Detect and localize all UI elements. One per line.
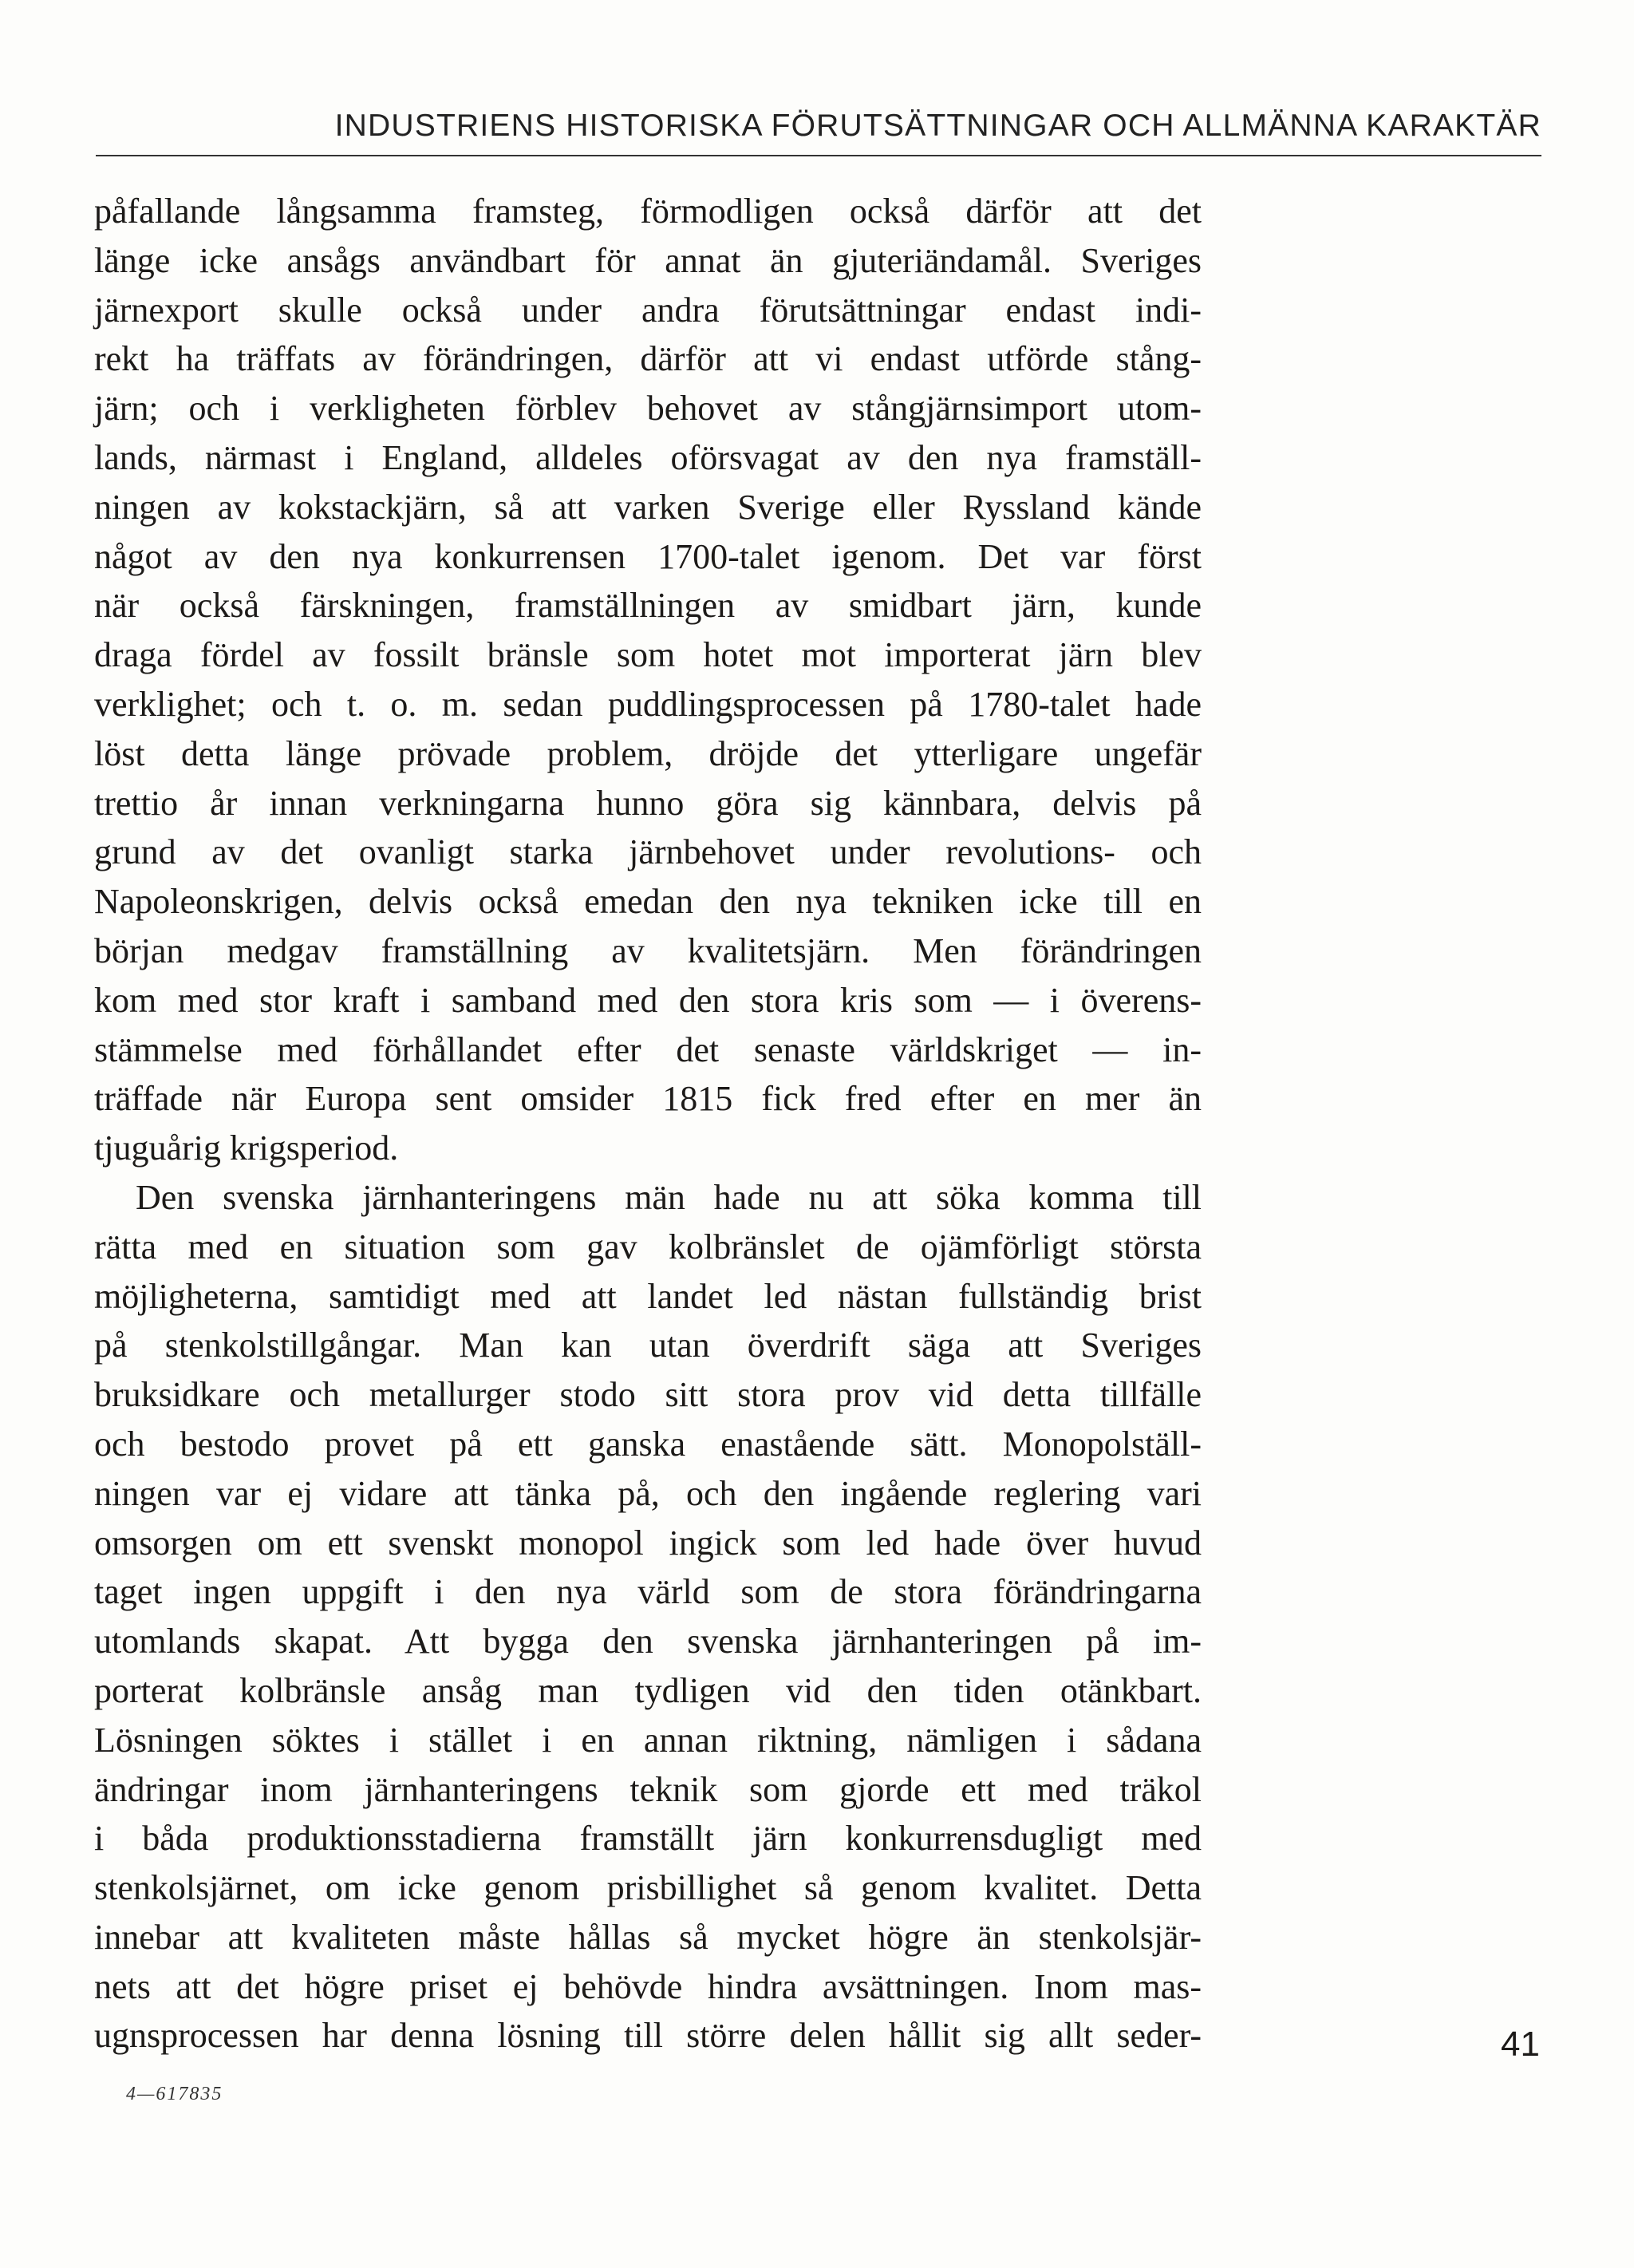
text-line: draga fördel av fossilt bränsle som hotet mot importerat järn blev	[94, 635, 1202, 675]
text-line: ningen var ej vidare att tänka på, och den ingående reglering vari	[94, 1473, 1202, 1513]
text-line: innebar att kvaliteten måste hållas så mycket högre än stenkolsjär-	[94, 1917, 1202, 1957]
paragraph-end-line: tjuguårig krigsperiod.	[94, 1128, 399, 1168]
text-line: påfallande långsamma framsteg, förmodligen också därför att det	[94, 192, 1202, 231]
text-line: nets att det högre priset ej behövde hindra avsättningen. Inom mas-	[94, 1966, 1202, 2006]
page-number: 41	[1501, 2025, 1540, 2064]
text-line: när också färskningen, framställningen av smidbart järn, kunde	[94, 586, 1202, 626]
body-text	[94, 187, 1202, 2061]
text-line: lands, närmast i England, alldeles oförsvagat av den nya framställ-	[94, 437, 1202, 477]
text-line: Lösningen söktes i stället i en annan riktning, nämligen i sådana	[94, 1720, 1202, 1760]
text-line: järn; och i verkligheten förblev behovet av stångjärnsimport utom-	[94, 389, 1202, 429]
header-rule	[96, 155, 1541, 156]
text-line: ugnsprocessen har denna lösning till större delen hållit sig allt seder-	[94, 2016, 1202, 2056]
text-line: taget ingen uppgift i den nya värld som de stora förändringarna	[94, 1572, 1202, 1612]
text-line: början medgav framställning av kvalitetsjärn. Men förändringen	[94, 931, 1202, 970]
text-line: på stenkolstillgångar. Man kan utan överdrift säga att Sveriges	[94, 1326, 1202, 1365]
text-line: trettio år innan verkningarna hunno göra sig kännbara, delvis på	[94, 783, 1202, 823]
text-line: och bestodo provet på ett ganska enastående sätt. Monopolställ-	[94, 1424, 1202, 1464]
text-line: möjligheterna, samtidigt med att landet led nästan fullständig brist	[94, 1276, 1202, 1316]
text-line: länge icke ansågs användbart för annat än gjuteriändamål. Sveriges	[94, 240, 1202, 280]
text-line: järnexport skulle också under andra förutsättningar endast indi-	[94, 290, 1202, 330]
text-line: stenkolsjärnet, om icke genom prisbillighet så genom kvalitet. Detta	[94, 1868, 1202, 1908]
text-line: ändringar inom järnhanteringens teknik som gjorde ett med träkol	[94, 1769, 1202, 1809]
text-line: porterat kolbränsle ansåg man tydligen vid den tiden otänkbart.	[94, 1670, 1202, 1710]
text-line: Napoleonskrigen, delvis också emedan den nya tekniken icke till en	[94, 882, 1202, 922]
text-line: rätta med en situation som gav kolbränslet de ojämförligt största	[94, 1227, 1202, 1266]
running-header: INDUSTRIENS HISTORISKA FÖRUTSÄTTNINGAR OCH ALLMÄNNA KARAKTÄR	[334, 109, 1541, 143]
text-line: träffade när Europa sent omsider 1815 fick fred efter en mer än	[94, 1079, 1202, 1119]
text-line: kom med stor kraft i samband med den stora kris som — i överens-	[94, 980, 1202, 1020]
text-line: stämmelse med förhållandet efter det senaste världskriget — in-	[94, 1029, 1202, 1069]
paragraph-start-line: Den svenska järnhanteringens män hade nu att söka komma till	[136, 1177, 1202, 1217]
text-line: grund av det ovanligt starka järnbehovet under revolutions- och	[94, 832, 1202, 872]
signature-mark: 4—617835	[126, 2084, 223, 2104]
text-line: verklighet; och t. o. m. sedan puddlingsprocessen på 1780-talet hade	[94, 684, 1202, 724]
text-line: bruksidkare och metallurger stodo sitt stora prov vid detta tillfälle	[94, 1375, 1202, 1415]
text-line: i båda produktionsstadierna framställt järn konkurrensdugligt med	[94, 1819, 1202, 1859]
text-line: ningen av kokstackjärn, så att varken Sverige eller Ryssland kände	[94, 487, 1202, 527]
text-line: något av den nya konkurrensen 1700-talet igenom. Det var först	[94, 536, 1202, 576]
text-line: rekt ha träffats av förändringen, därför att vi endast utförde stång-	[94, 339, 1202, 379]
text-line: löst detta länge prövade problem, dröjde det ytterligare ungefär	[94, 733, 1202, 773]
text-line: utomlands skapat. Att bygga den svenska järnhanteringen på im-	[94, 1622, 1202, 1661]
text-line: omsorgen om ett svenskt monopol ingick som led hade över huvud	[94, 1523, 1202, 1563]
